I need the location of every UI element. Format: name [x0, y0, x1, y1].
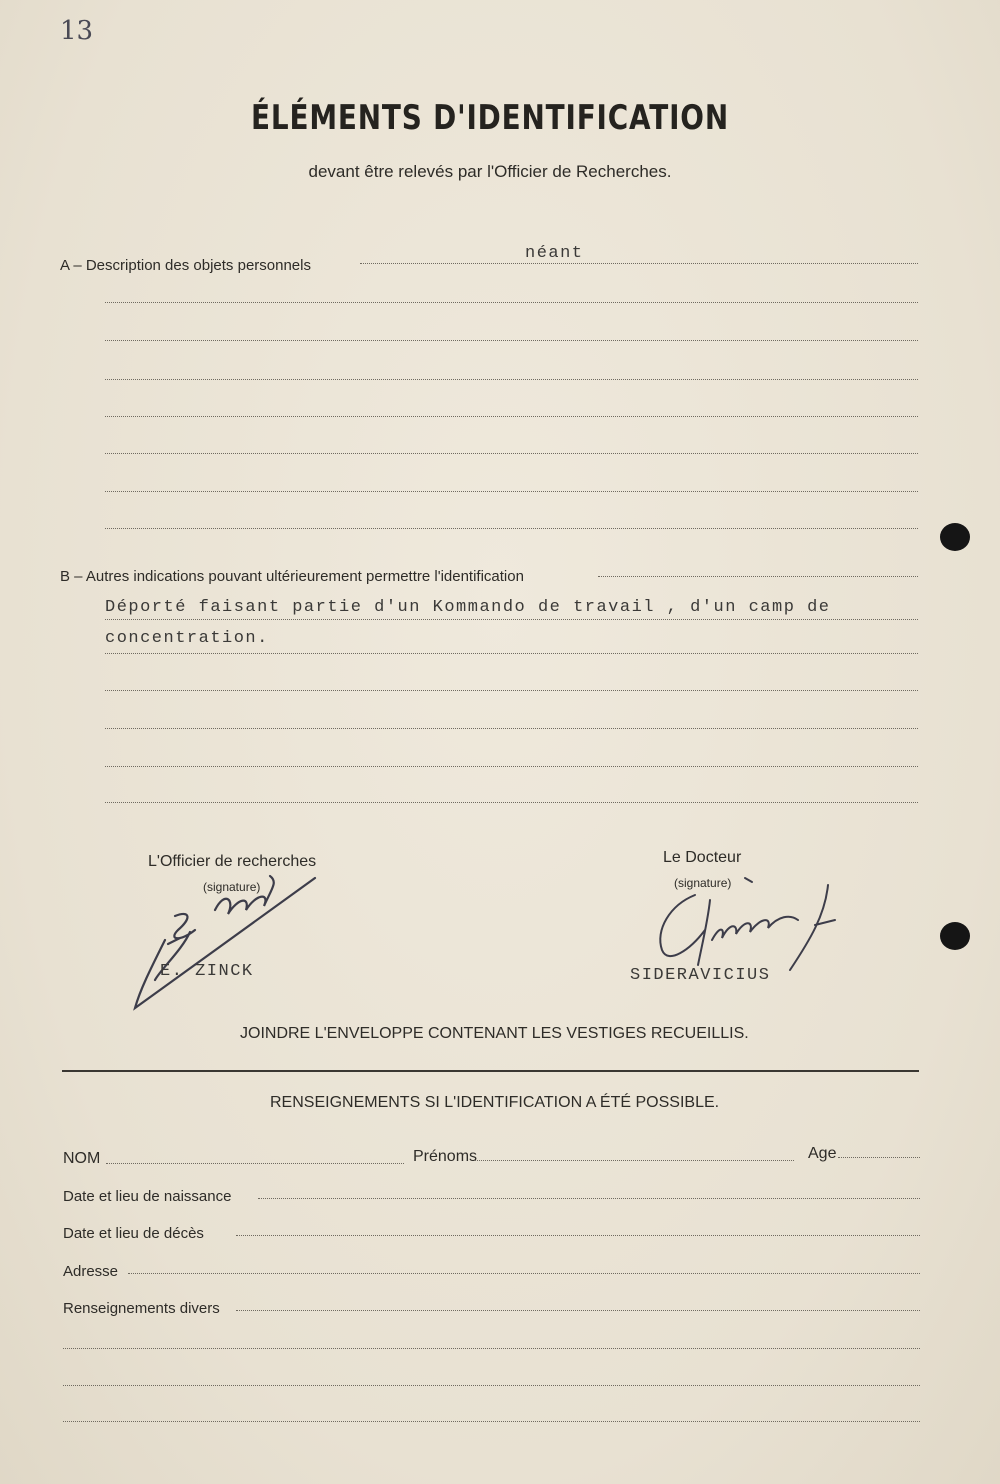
section-a-value: néant [525, 244, 584, 263]
page-title: ÉLÉMENTS D'IDENTIFICATION [251, 98, 729, 138]
misc-line-3 [63, 1385, 920, 1386]
punch-hole-bottom [940, 922, 970, 950]
section-b-text-line-2: concentration. [105, 629, 269, 648]
death-label: Date et lieu de décès [63, 1225, 204, 1242]
doctor-signature-hint: (signature) [674, 876, 732, 890]
age-line [838, 1157, 920, 1158]
death-line [236, 1235, 920, 1236]
misc-line-1 [236, 1310, 920, 1311]
section-a-line-1 [360, 263, 918, 264]
doctor-signature [650, 870, 850, 980]
doctor-name: SIDERAVICIUS [630, 966, 771, 985]
misc-line-4 [63, 1421, 920, 1422]
nom-label: NOM [63, 1150, 101, 1167]
birth-line [258, 1198, 920, 1199]
prenoms-line [474, 1160, 794, 1161]
address-label: Adresse [63, 1263, 119, 1280]
prenoms-label: Prénoms [413, 1148, 478, 1165]
section-b-line-2 [105, 653, 918, 654]
section-a-line-5 [105, 416, 918, 417]
officer-signature-hint: (signature) [203, 880, 261, 894]
address-line [128, 1273, 920, 1274]
birth-label: Date et lieu de naissance [63, 1188, 232, 1205]
misc-line-2 [63, 1348, 920, 1349]
section-b-line-4 [105, 728, 918, 729]
officer-title: L'Officier de recherches [148, 853, 317, 870]
section-a-line-2 [105, 302, 918, 303]
age-label: Age [808, 1145, 837, 1162]
doctor-title: Le Docteur [663, 849, 742, 866]
section-a-line-4 [105, 379, 918, 380]
envelope-note: JOINDRE L'ENVELOPPE CONTENANT LES VESTIGES RECUEILLIS. [240, 1025, 749, 1042]
identification-heading: RENSEIGNEMENTS SI L'IDENTIFICATION A ÉTÉ POSSIBLE. [270, 1094, 720, 1111]
section-b-line-1 [105, 619, 918, 620]
page-subtitle: devant être relevés par l'Officier de Recherches. [308, 162, 672, 181]
section-b-line-6 [105, 802, 918, 803]
section-b-label: B – Autres indications pouvant ultérieurement permettre l'identification [60, 568, 524, 585]
section-a-line-7 [105, 491, 918, 492]
nom-line [106, 1163, 404, 1164]
section-b-line-3 [105, 690, 918, 691]
section-a-line-6 [105, 453, 918, 454]
section-a-line-8 [105, 528, 918, 529]
punch-hole-top [940, 523, 970, 551]
section-divider [62, 1070, 919, 1072]
section-b-line-0 [598, 576, 918, 577]
section-a-line-3 [105, 340, 918, 341]
section-a-label: A – Description des objets personnels [60, 257, 311, 274]
page-number: 13 [60, 16, 94, 46]
section-b-line-5 [105, 766, 918, 767]
section-b-text-line-1: Déporté faisant partie d'un Kommando de travail , d'un camp de [105, 598, 831, 617]
officer-signature [120, 870, 340, 1020]
misc-label: Renseignements divers [63, 1300, 220, 1317]
officer-name: E. ZINCK [160, 962, 254, 981]
